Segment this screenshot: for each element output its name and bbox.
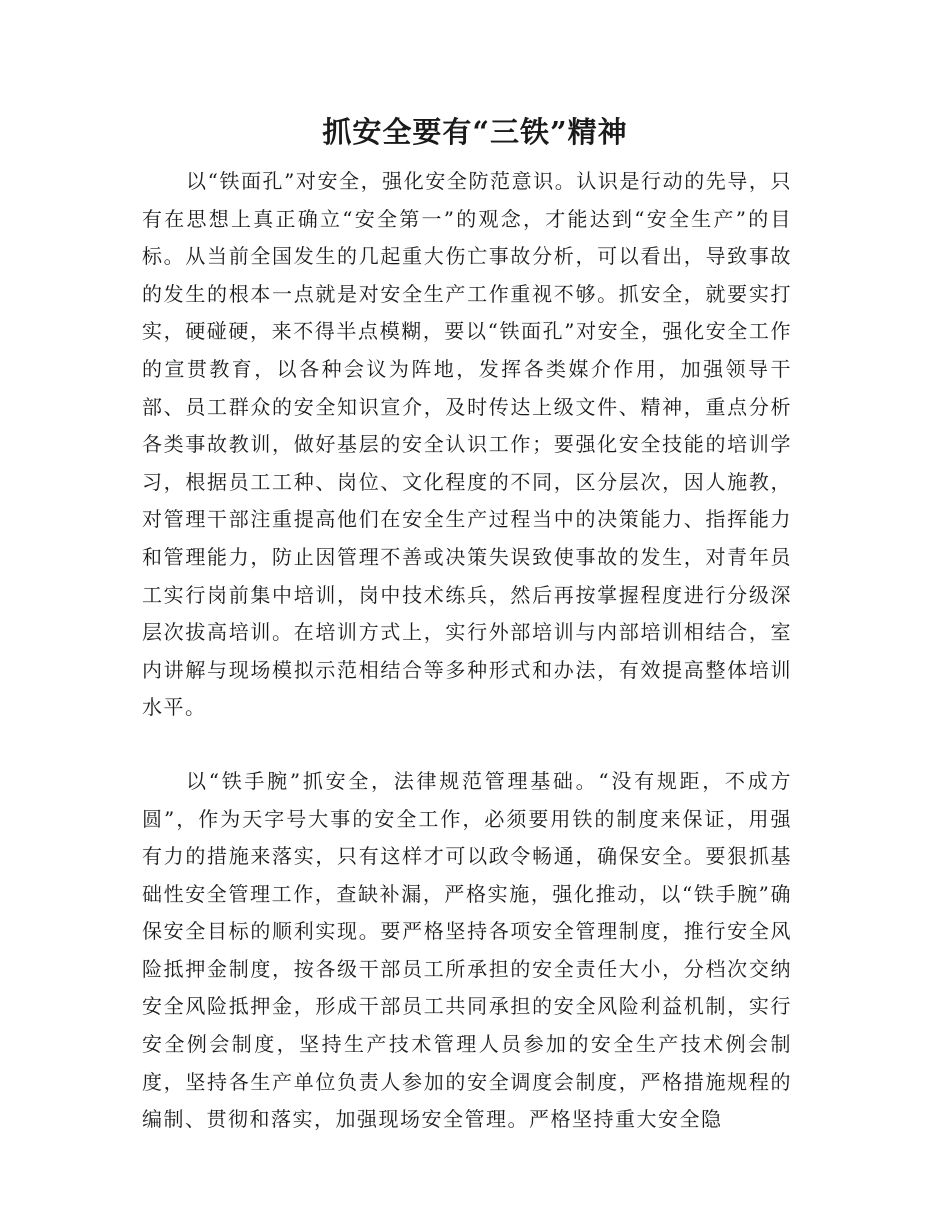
document-title: 抓安全要有“三铁”精神 <box>322 115 628 149</box>
paragraph-iron-wrist: 以“铁手腕”抓安全，法律规范管理基础。“没有规距，不成方圆”，作为天字号大事的安全工作，必须要用铁的制度来保证，用强有力的措施来落实，只有这样才可以政令畅通，确保安全。要狠抓基础性安全管理工作，查缺补漏，严格实施，强化推动，以“铁手腕”确保安全目标的顺利实现。要严格坚持各项安全管理制度，推行安全风险抵押金制度，按各级干部员工所承担的安全责任大小，分档次交纳安全风险抵押金，形成干部员工共同承担的安全风险利益机制，实行安全例会制度，坚持生产技术管理人员参加的安全生产技术例会制度，坚持各生产单位负责人参加的安全调度会制度，严格措施规程的编制、贯彻和落实，加强现场安全管理。严格坚持重大安全隐 <box>142 768 792 1132</box>
document-body <box>142 163 792 1139</box>
paragraph-iron-face: 以“铁面孔”对安全，强化安全防范意识。认识是行动的先导，只有在思想上真正确立“安全第一”的观念，才能达到“安全生产”的目标。从当前全国发生的几起重大伤亡事故分析，可以看出，导致事故的发生的根本一点就是对安全生产工作重视不够。抓安全，就要实打实，硬碰硬，来不得半点模糊，要以“铁面孔”对安全，强化安全工作的宣贯教育，以各种会议为阵地，发挥各类媒介作用，加强领导干部、员工群众的安全知识宣介，及时传达上级文件、精神，重点分析各类事故教训，做好基层的安全认识工作；要强化安全技能的培训学习，根据员工工种、岗位、文化程度的不同，区分层次，因人施教，对管理干部注重提高他们在安全生产过程当中的决策能力、指挥能力和管理能力，防止因管理不善或决策失误致使事故的发生，对青年员工实行岗前集中培训，岗中技术练兵，然后再按掌握程度进行分级深层次拔高培训。在培训方式上，实行外部培训与内部培训相结合，室内讲解与现场模拟示范相结合等多种形式和办法，有效提高整体培训水平。 <box>142 169 792 720</box>
